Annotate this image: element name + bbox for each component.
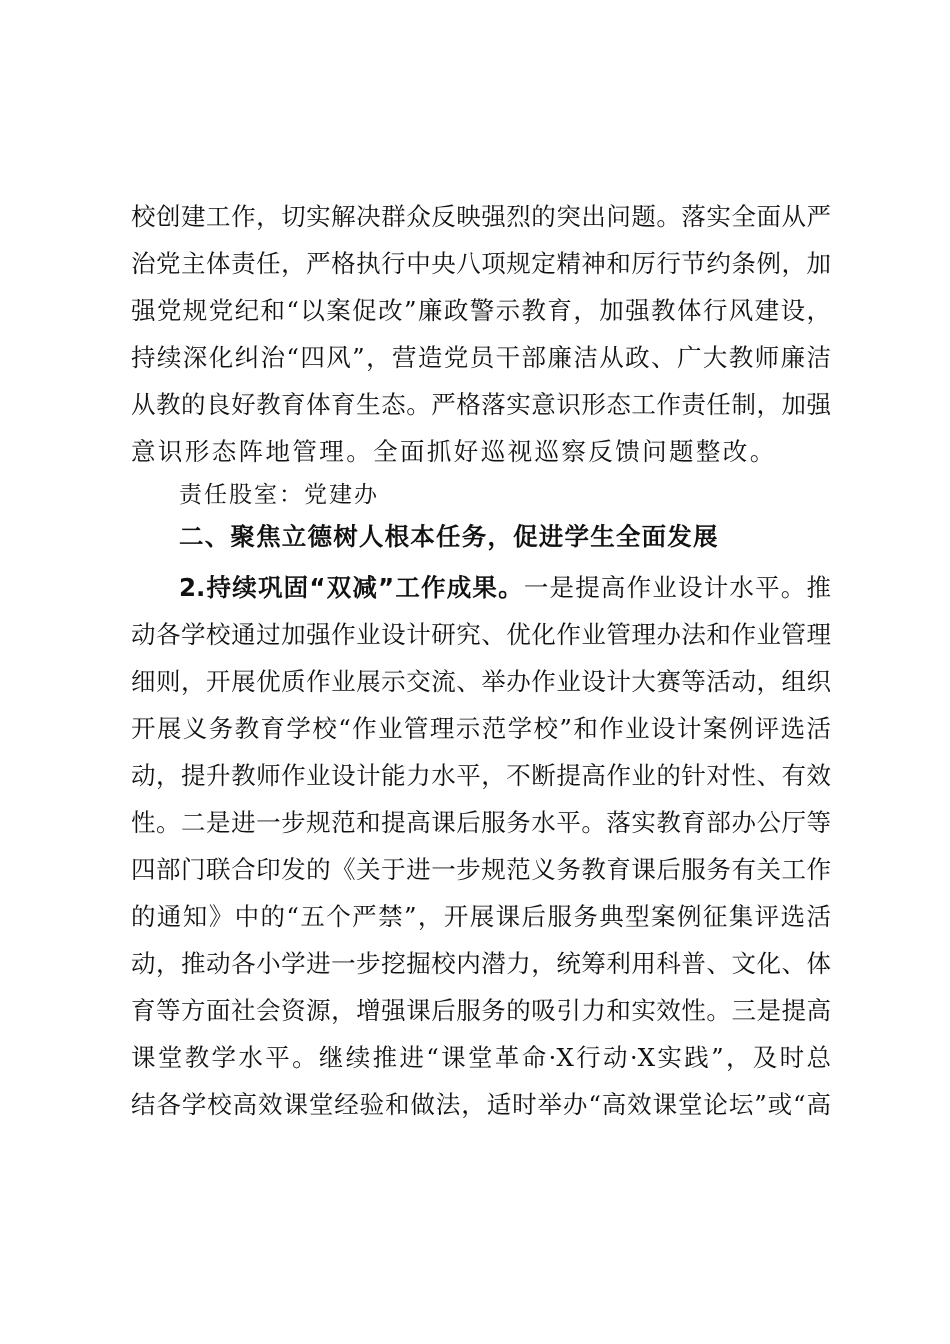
section-heading: 二、聚焦立德树人根本任务，促进学生全面发展 — [179, 522, 719, 551]
item-title: 2.持续巩固“双减”工作成果。 — [179, 573, 524, 602]
paragraph-line: 课堂教学水平。继续推进“课堂革命·X行动·X实践”，及时总 — [131, 1043, 831, 1072]
item-first-line-text: 一是提高作业设计水平。推 — [523, 573, 831, 602]
paragraph-line: 动，推动各小学进一步挖掘校内潜力，统筹利用科普、文化、体 — [131, 949, 831, 978]
paragraph-line: 治党主体责任，严格执行中央八项规定精神和厉行节约条例，加 — [131, 249, 831, 278]
paragraph-line: 结各学校高效课堂经验和做法，适时举办“高效课堂论坛”或“高 — [131, 1090, 831, 1119]
paragraph-line: 动各学校通过加强作业设计研究、优化作业管理办法和作业管理 — [131, 620, 831, 649]
item-first-line — [179, 571, 831, 605]
paragraph-line: 强党规党纪和“以案促改”廉政警示教育，加强教体行风建设， — [131, 296, 831, 325]
paragraph-line: 动，提升教师作业设计能力水平，不断提高作业的针对性、有效 — [131, 761, 831, 790]
paragraph-line: 持续深化纠治“四风”，营造党员干部廉洁从政、广大教师廉洁 — [131, 343, 831, 372]
paragraph-line: 四部门联合印发的《关于进一步规范义务教育课后服务有关工作 — [131, 855, 831, 884]
paragraph-line: 性。二是进一步规范和提高课后服务水平。落实教育部办公厅等 — [131, 808, 831, 837]
paragraph-line: 细则，开展优质作业展示交流、举办作业设计大赛等活动，组织 — [131, 667, 831, 696]
paragraph-line: 开展义务教育学校“作业管理示范学校”和作业设计案例评选活 — [131, 714, 831, 743]
paragraph-line: 从教的良好教育体育生态。严格落实意识形态工作责任制，加强 — [131, 390, 831, 419]
paragraph-line: 的通知》中的“五个严禁”，开展课后服务典型案例征集评选活 — [131, 902, 831, 931]
paragraph-line: 意识形态阵地管理。全面抓好巡视巡察反馈问题整改。 — [131, 437, 777, 466]
paragraph-line: 校创建工作，切实解决群众反映强烈的突出问题。落实全面从严 — [131, 202, 831, 231]
paragraph-line: 育等方面社会资源，增强课后服务的吸引力和实效性。三是提高 — [131, 996, 831, 1025]
responsibility-note: 责任股室：党建办 — [179, 482, 379, 508]
